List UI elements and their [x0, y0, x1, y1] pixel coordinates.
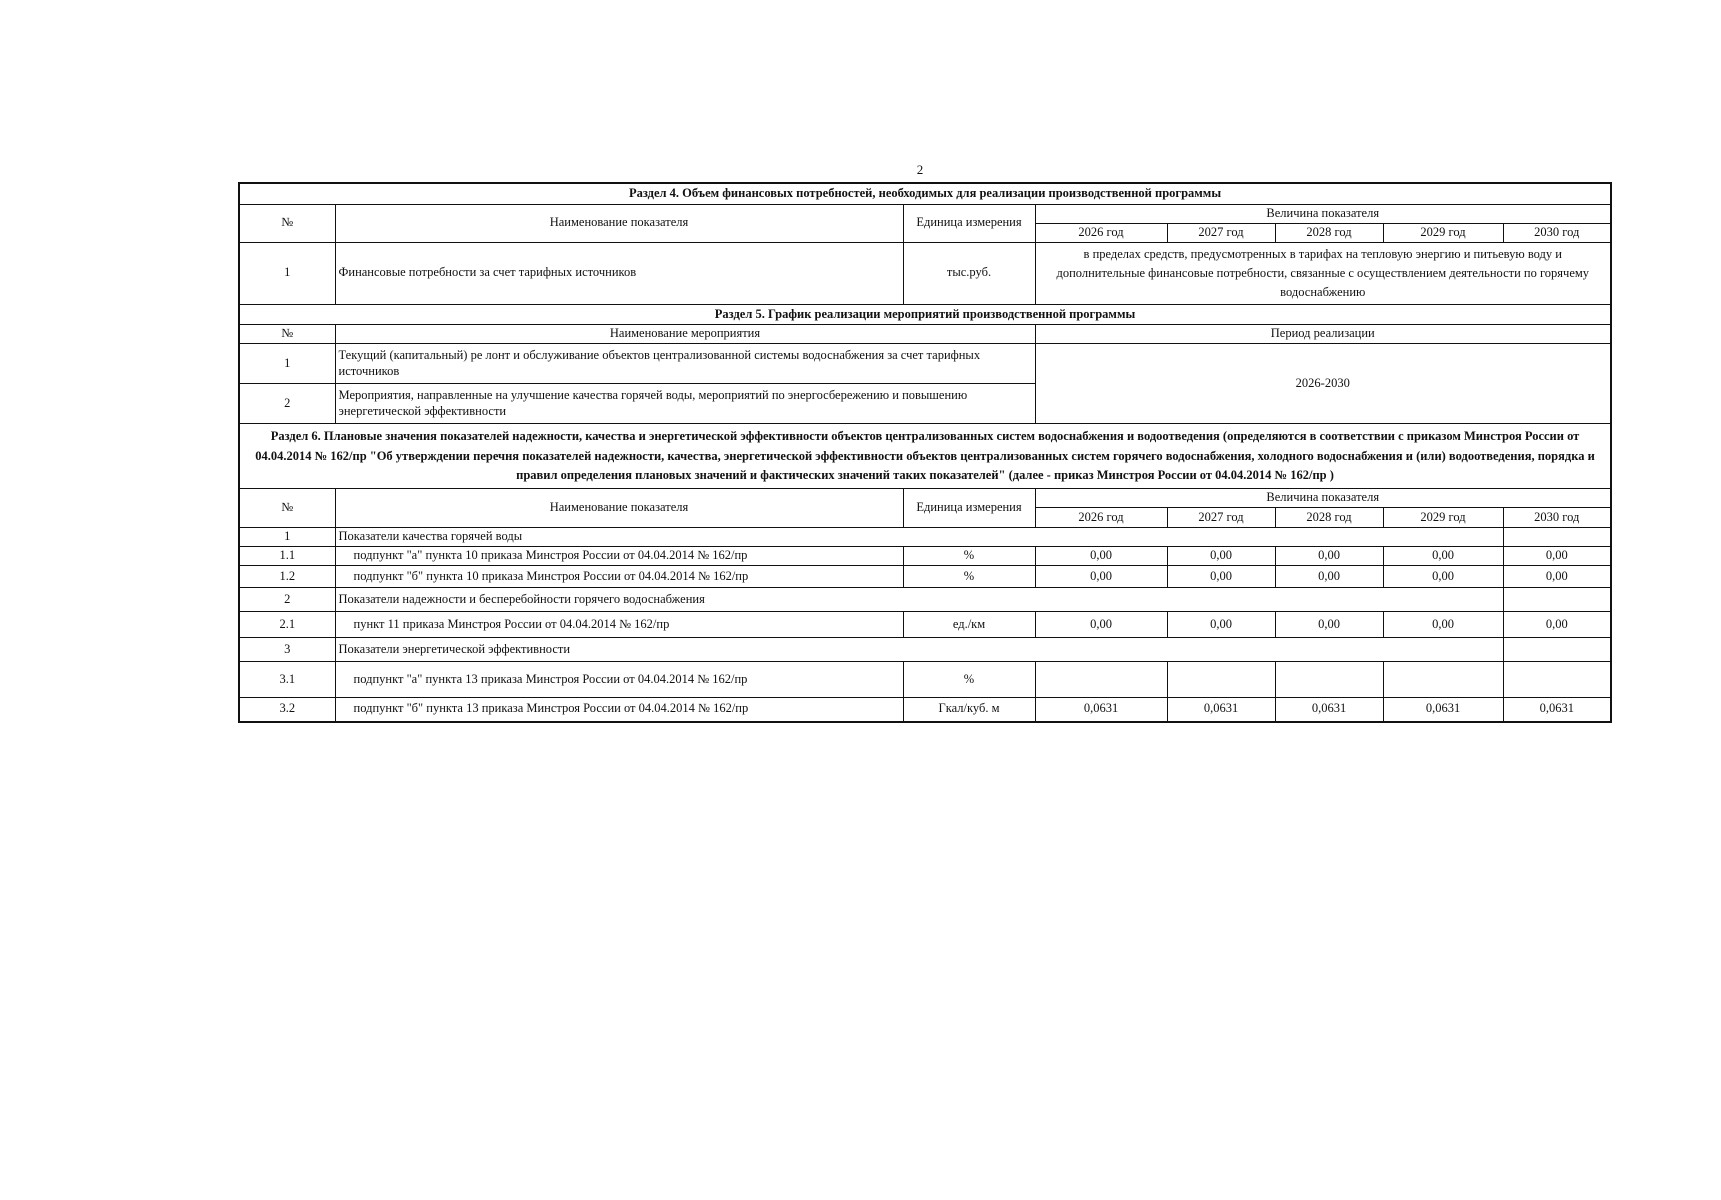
section6-title-row — [239, 424, 1611, 489]
s5-row1-name: Текущий (капитальный) ре лонт и обслуживание объектов централизованной системы водоснабжения за счет тарифных источников — [335, 344, 1035, 384]
g1-name: Показатели качества горячей воды — [335, 528, 1503, 547]
r11-v2028: 0,00 — [1275, 547, 1383, 566]
s6-header-name: Наименование показателя — [335, 489, 903, 528]
r21-unit: ед./км — [903, 612, 1035, 638]
r21-num: 2.1 — [239, 612, 335, 638]
r21-v2029: 0,00 — [1383, 612, 1503, 638]
g2-name: Показатели надежности и бесперебойности горячего водоснабжения — [335, 588, 1503, 612]
r21-v2030: 0,00 — [1503, 612, 1611, 638]
r21-v2028: 0,00 — [1275, 612, 1383, 638]
section5-header-row — [239, 325, 1611, 344]
section4-header-row-1 — [239, 204, 1611, 223]
s6-header-value: Величина показателя — [1035, 489, 1611, 508]
s4-header-name: Наименование показателя — [335, 204, 903, 242]
r21-v2026: 0,00 — [1035, 612, 1167, 638]
s6-year-2026: 2026 год — [1035, 508, 1167, 528]
s5-row2-name: Мероприятия, направленные на улучшение качества горячей воды, мероприятий по энергосбережению и повышению энергетической эффективности — [335, 384, 1035, 424]
s4-year-2026: 2026 год — [1035, 223, 1167, 242]
section6-title: Раздел 6. Плановые значения показателей надежности, качества и энергетической эффективности объектов централизованных систем водоснабжения и водоотведения (определяются в соответствии с приказом Минстроя России от 04.04.2014 № 162/пр "Об утверждении перечня показателей надежности, качества, энергетической эффективности объектов централизованных систем горячего водоснабжения, холодного водоснабжения и (или) водоотведения, порядка и правил определения плановых значений и фактических значений таких показателей" (далее - приказ Минстроя России от 04.04.2014 № 162/пр ) — [239, 424, 1611, 489]
r11-name: подпункт "а" пункта 10 приказа Минстроя России от 04.04.2014 № 162/пр — [335, 547, 903, 566]
s6-header-unit: Единица измерения — [903, 489, 1035, 528]
s5-header-name: Наименование мероприятия — [335, 325, 1035, 344]
r11-v2026: 0,00 — [1035, 547, 1167, 566]
s6-year-2027: 2027 год — [1167, 508, 1275, 528]
r32-name: подпункт "б" пункта 13 приказа Минстроя России от 04.04.2014 № 162/пр — [335, 698, 903, 722]
r21-name: пункт 11 приказа Минстроя России от 04.04.2014 № 162/пр — [335, 612, 903, 638]
group-row — [239, 638, 1611, 662]
document-body — [238, 182, 1610, 723]
r11-num: 1.1 — [239, 547, 335, 566]
production-program-table — [238, 182, 1612, 723]
g3-num: 3 — [239, 638, 335, 662]
s5-period-value: 2026-2030 — [1035, 344, 1611, 424]
r31-v2030 — [1503, 662, 1611, 698]
s6-year-2030: 2030 год — [1503, 508, 1611, 528]
r31-name: подпункт "а" пункта 13 приказа Минстроя России от 04.04.2014 № 162/пр — [335, 662, 903, 698]
table-row — [239, 344, 1611, 384]
g3-empty — [1503, 638, 1611, 662]
s4-header-unit: Единица измерения — [903, 204, 1035, 242]
r32-v2028: 0,0631 — [1275, 698, 1383, 722]
r12-v2026: 0,00 — [1035, 566, 1167, 588]
r31-v2026 — [1035, 662, 1167, 698]
page-number: 2 — [916, 162, 924, 177]
r12-v2028: 0,00 — [1275, 566, 1383, 588]
table-row — [239, 242, 1611, 304]
s4-year-2030: 2030 год — [1503, 223, 1611, 242]
r32-v2029: 0,0631 — [1383, 698, 1503, 722]
r11-v2029: 0,00 — [1383, 547, 1503, 566]
s6-year-2028: 2028 год — [1275, 508, 1383, 528]
r32-v2027: 0,0631 — [1167, 698, 1275, 722]
s4-row-value: в пределах средств, предусмотренных в тарифах на тепловую энергию и питьевую воду и дополнительные финансовые потребности, связанные с осуществлением деятельности по горячему водоснабжению — [1035, 242, 1611, 304]
s4-header-num: № — [239, 204, 335, 242]
s4-year-2027: 2027 год — [1167, 223, 1275, 242]
r12-v2030: 0,00 — [1503, 566, 1611, 588]
r32-v2030: 0,0631 — [1503, 698, 1611, 722]
r12-name: подпункт "б" пункта 10 приказа Минстроя России от 04.04.2014 № 162/пр — [335, 566, 903, 588]
r12-unit: % — [903, 566, 1035, 588]
table-row — [239, 566, 1611, 588]
section4-title-row — [239, 183, 1611, 204]
section5-title: Раздел 5. График реализации мероприятий производственной программы — [239, 304, 1611, 325]
section4-title: Раздел 4. Объем финансовых потребностей, необходимых для реализации производственной программы — [239, 183, 1611, 204]
r31-unit: % — [903, 662, 1035, 698]
s4-row-name: Финансовые потребности за счет тарифных источников — [335, 242, 903, 304]
r32-num: 3.2 — [239, 698, 335, 722]
s4-row-unit: тыс.руб. — [903, 242, 1035, 304]
group-row — [239, 528, 1611, 547]
s5-header-num: № — [239, 325, 335, 344]
r31-v2027 — [1167, 662, 1275, 698]
g3-name: Показатели энергетической эффективности — [335, 638, 1503, 662]
group-row — [239, 588, 1611, 612]
r31-v2028 — [1275, 662, 1383, 698]
s4-header-value: Величина показателя — [1035, 204, 1611, 223]
g2-empty — [1503, 588, 1611, 612]
s5-header-period: Период реализации — [1035, 325, 1611, 344]
table-row — [239, 547, 1611, 566]
section5-title-row — [239, 304, 1611, 325]
r31-num: 3.1 — [239, 662, 335, 698]
r11-v2030: 0,00 — [1503, 547, 1611, 566]
r12-v2027: 0,00 — [1167, 566, 1275, 588]
r11-v2027: 0,00 — [1167, 547, 1275, 566]
s4-row-num: 1 — [239, 242, 335, 304]
s5-row1-num: 1 — [239, 344, 335, 384]
r11-unit: % — [903, 547, 1035, 566]
table-row — [239, 662, 1611, 698]
r32-v2026: 0,0631 — [1035, 698, 1167, 722]
s6-year-2029: 2029 год — [1383, 508, 1503, 528]
section6-header-row-1 — [239, 489, 1611, 508]
r12-v2029: 0,00 — [1383, 566, 1503, 588]
g2-num: 2 — [239, 588, 335, 612]
table-row — [239, 612, 1611, 638]
g1-empty — [1503, 528, 1611, 547]
r21-v2027: 0,00 — [1167, 612, 1275, 638]
r31-v2029 — [1383, 662, 1503, 698]
s5-row2-num: 2 — [239, 384, 335, 424]
s6-header-num: № — [239, 489, 335, 528]
s4-year-2029: 2029 год — [1383, 223, 1503, 242]
r12-num: 1.2 — [239, 566, 335, 588]
s4-year-2028: 2028 год — [1275, 223, 1383, 242]
table-row — [239, 698, 1611, 722]
g1-num: 1 — [239, 528, 335, 547]
r32-unit: Гкал/куб. м — [903, 698, 1035, 722]
